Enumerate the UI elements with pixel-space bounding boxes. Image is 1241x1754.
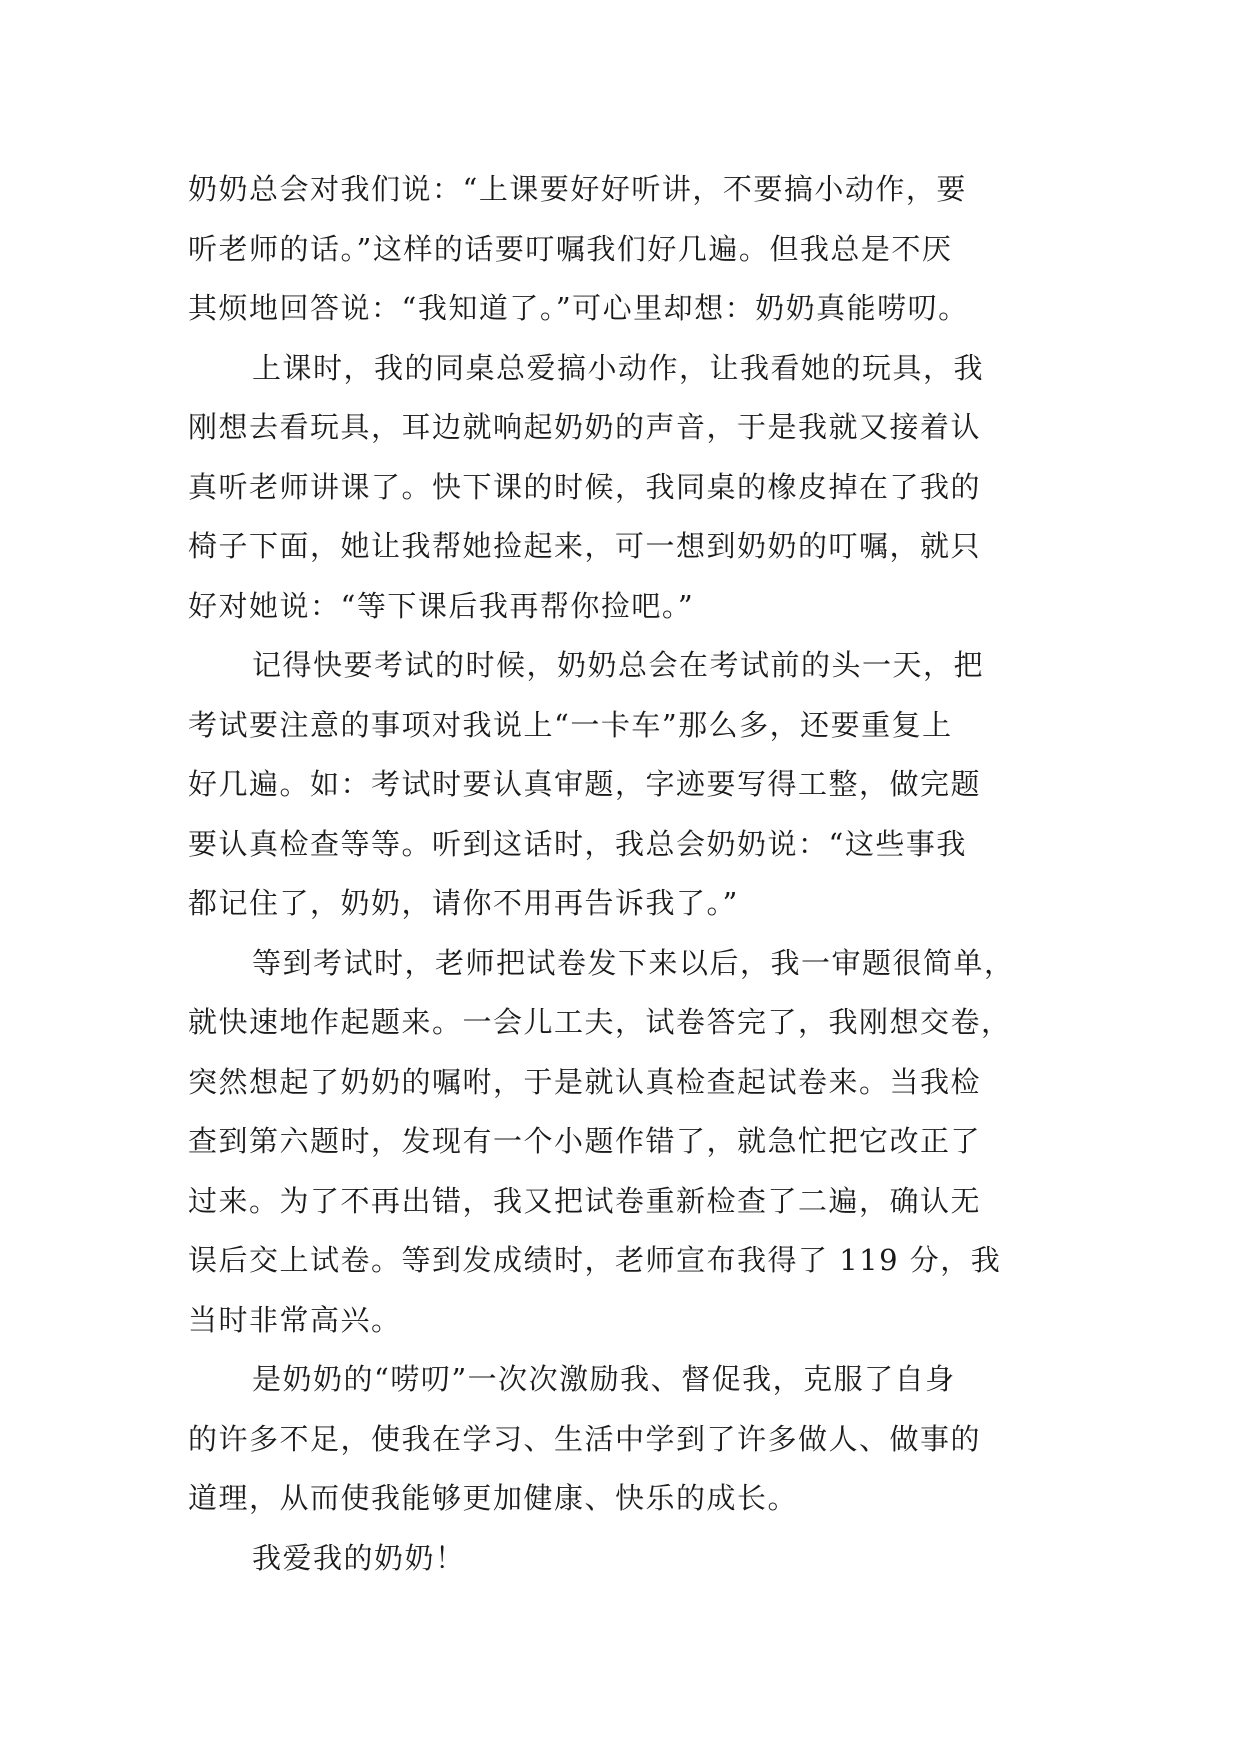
text-line: 要认真检查等等。听到这话时，我总会奶奶说：“这些事我 <box>188 826 967 861</box>
text-line: 奶奶总会对我们说：“上课要好好听讲，不要搞小动作，要 <box>188 172 967 206</box>
text-line: 好几遍。如：考试时要认真审题，字迹要写得工整，做完题 <box>188 767 982 801</box>
text-line: 听老师的话。”这样的话要叮嘱我们好几遍。但我总是不厌 <box>188 231 953 266</box>
text-line: 真听老师讲课了。快下课的时候，我同桌的橡皮掉在了我的 <box>188 469 982 504</box>
text-line: 就快速地作起题来。一会儿工夫，试卷答完了，我刚想交卷， <box>188 1005 1012 1039</box>
text-line: 误后交上试卷。等到发成绩时，老师宣布我得了 119 分，我 <box>188 1243 1002 1277</box>
text-line: 椅子下面，她让我帮她捡起来，可一想到奶奶的叮嘱，就只 <box>188 529 982 563</box>
text-line: 其烦地回答说：“我知道了。”可心里却想：奶奶真能唠叨。 <box>188 291 969 325</box>
text-line: 道理，从而使我能够更加健康、快乐的成长。 <box>188 1481 799 1515</box>
text-line: 突然想起了奶奶的嘱咐，于是就认真检查起试卷来。当我检 <box>188 1064 982 1099</box>
body-text <box>188 160 1068 1588</box>
text-line: 等到考试时，老师把试卷发下来以后，我一审题很简单， <box>252 945 1015 980</box>
text-line: 是奶奶的“唠叨”一次次激励我、督促我，克服了自身 <box>252 1362 956 1396</box>
text-line: 我爱我的奶奶！ <box>252 1540 466 1575</box>
text-line: 当时非常高兴。 <box>188 1302 402 1337</box>
text-line: 好对她说：“等下课后我再帮你捡吧。” <box>188 588 695 623</box>
text-line: 过来。为了不再出错，我又把试卷重新检查了二遍，确认无 <box>188 1183 982 1218</box>
text-line: 都记住了，奶奶，请你不用再告诉我了。” <box>188 886 739 920</box>
text-line: 上课时，我的同桌总爱搞小动作，让我看她的玩具，我 <box>252 350 985 385</box>
text-line: 查到第六题时，发现有一个小题作错了，就急忙把它改正了 <box>188 1124 982 1158</box>
text-line: 考试要注意的事项对我说上“一卡车”那么多，还要重复上 <box>188 707 953 742</box>
text-line: 记得快要考试的时候，奶奶总会在考试前的头一天，把 <box>252 648 985 682</box>
text-line: 的许多不足，使我在学习、生活中学到了许多做人、做事的 <box>188 1421 982 1456</box>
text-line: 刚想去看玩具，耳边就响起奶奶的声音，于是我就又接着认 <box>188 410 982 444</box>
